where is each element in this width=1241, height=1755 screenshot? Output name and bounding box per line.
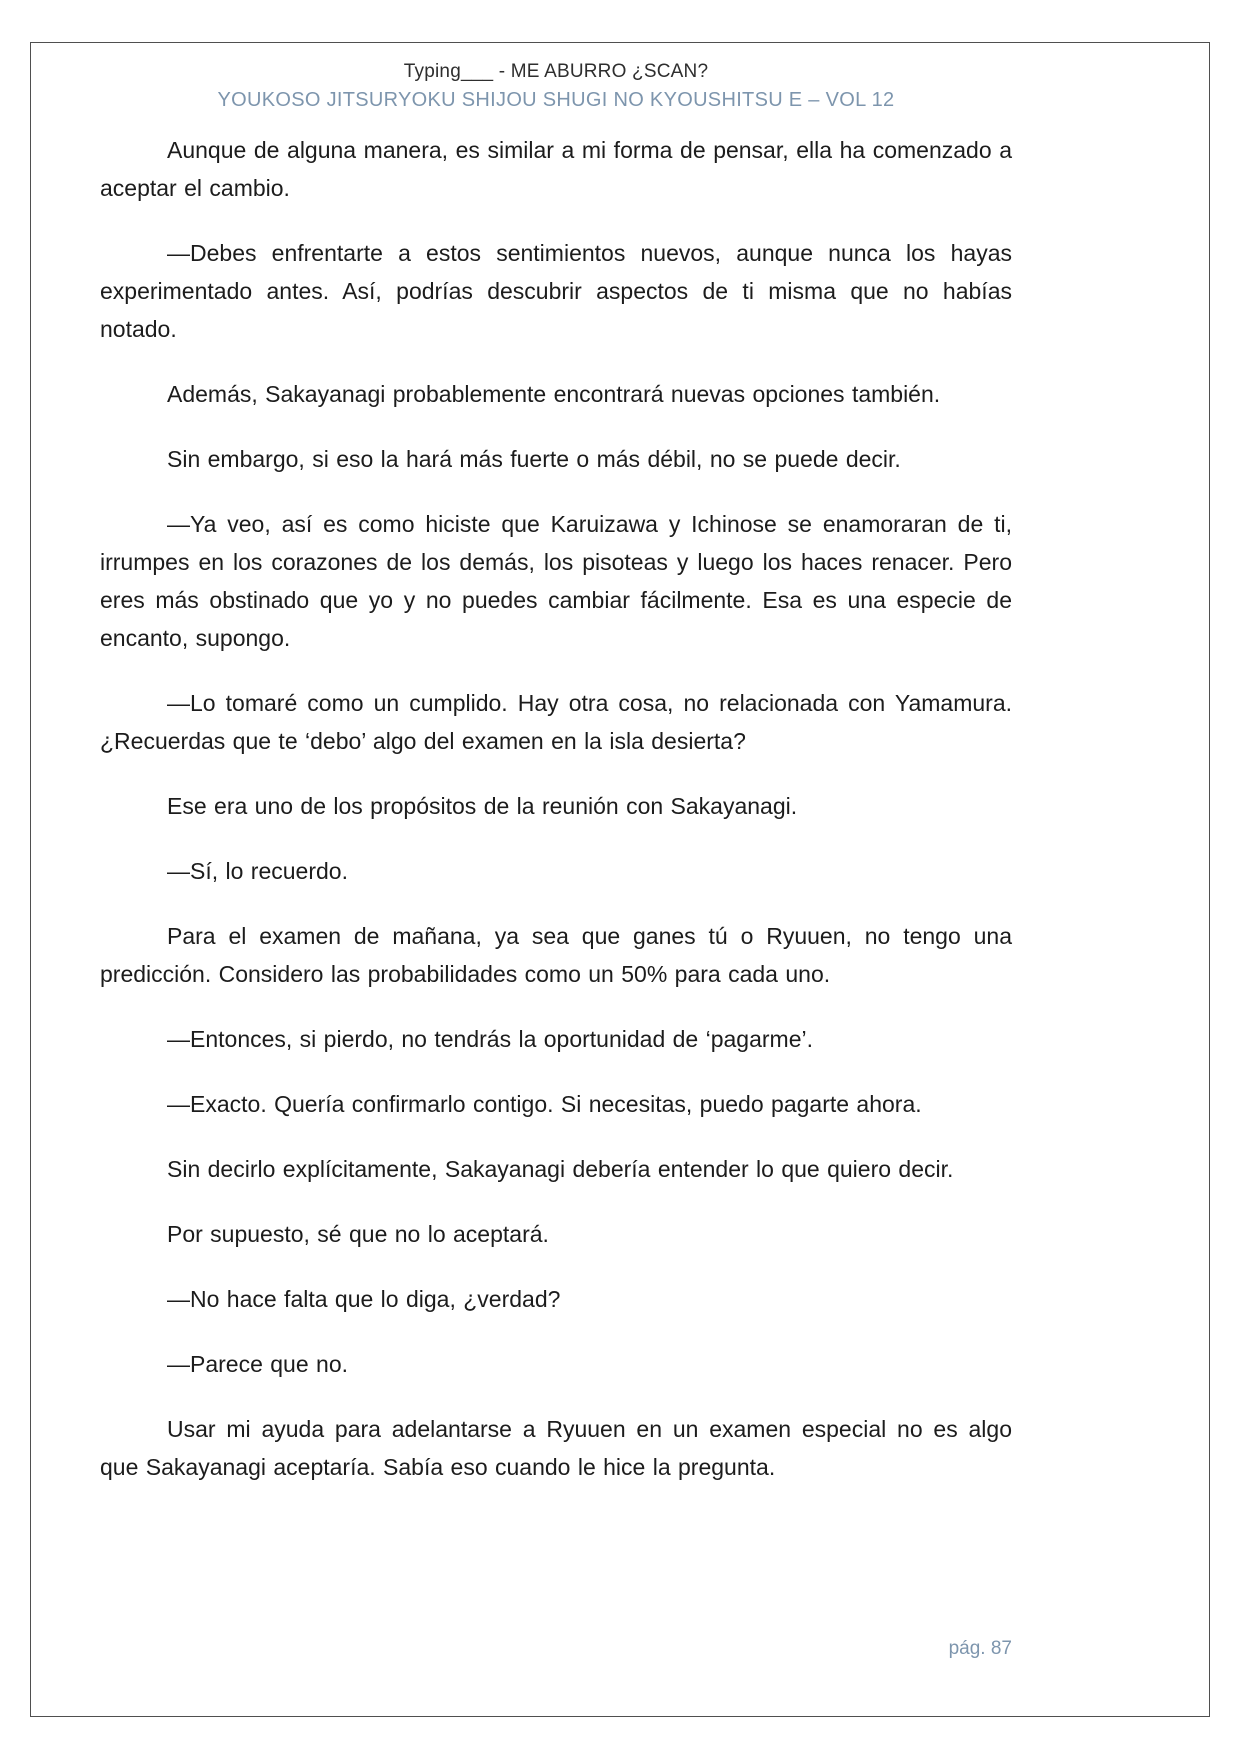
paragraph: Ese era uno de los propósitos de la reunión con Sakayanagi. [167,793,798,819]
paragraph: —Ya veo, así es como hiciste que Karuizawa y Ichinose se enamoraran de ti, irrumpes en los corazones de los demás, los pisoteas y luego los haces renacer. Pero eres más obstinado que yo y no puedes cambiar fácilmente. Esa es una especie de encanto, supongo. [100,511,1012,651]
document-body [100,131,1012,1486]
paragraph: Además, Sakayanagi probablemente encontrará nuevas opciones también. [167,381,941,407]
paragraph: Para el examen de mañana, ya sea que ganes tú o Ryuuen, no tengo una predicción. Considero las probabilidades como un 50% para cada uno. [100,923,1012,987]
document-content [100,58,1012,1513]
paragraph: Usar mi ayuda para adelantarse a Ryuuen en un examen especial no es algo que Sakayanagi aceptaría. Sabía eso cuando le hice la pregunta. [100,1416,1012,1480]
paragraph: —Exacto. Quería confirmarlo contigo. Si necesitas, puedo pagarte ahora. [167,1091,922,1117]
page-number: pág. 87 [948,1638,1012,1659]
paragraph: —No hace falta que lo diga, ¿verdad? [167,1286,561,1312]
paragraph: —Debes enfrentarte a estos sentimientos nuevos, aunque nunca los hayas experimentado antes. Así, podrías descubrir aspectos de ti misma que no habías notado. [100,240,1012,342]
paragraph: Sin decirlo explícitamente, Sakayanagi debería entender lo que quiero decir. [167,1156,954,1182]
paragraph: Por supuesto, sé que no lo aceptará. [167,1221,549,1247]
paragraph: —Parece que no. [167,1351,349,1377]
paragraph: —Lo tomaré como un cumplido. Hay otra cosa, no relacionada con Yamamura. ¿Recuerdas que te ‘debo’ algo del examen en la isla desierta? [100,690,1012,754]
paragraph: Aunque de alguna manera, es similar a mi forma de pensar, ella ha comenzado a aceptar el cambio. [100,137,1012,201]
header-typing-line: Typing___ - ME ABURRO ¿SCAN? [403,61,709,82]
header-volume-title: YOUKOSO JITSURYOKU SHIJOU SHUGI NO KYOUSHITSU E – VOL 12 [217,89,895,111]
document-header [100,58,1012,115]
paragraph: Sin embargo, si eso la hará más fuerte o más débil, no se puede decir. [167,446,901,472]
paragraph: —Sí, lo recuerdo. [167,858,348,884]
paragraph: —Entonces, si pierdo, no tendrás la oportunidad de ‘pagarme’. [167,1026,814,1052]
